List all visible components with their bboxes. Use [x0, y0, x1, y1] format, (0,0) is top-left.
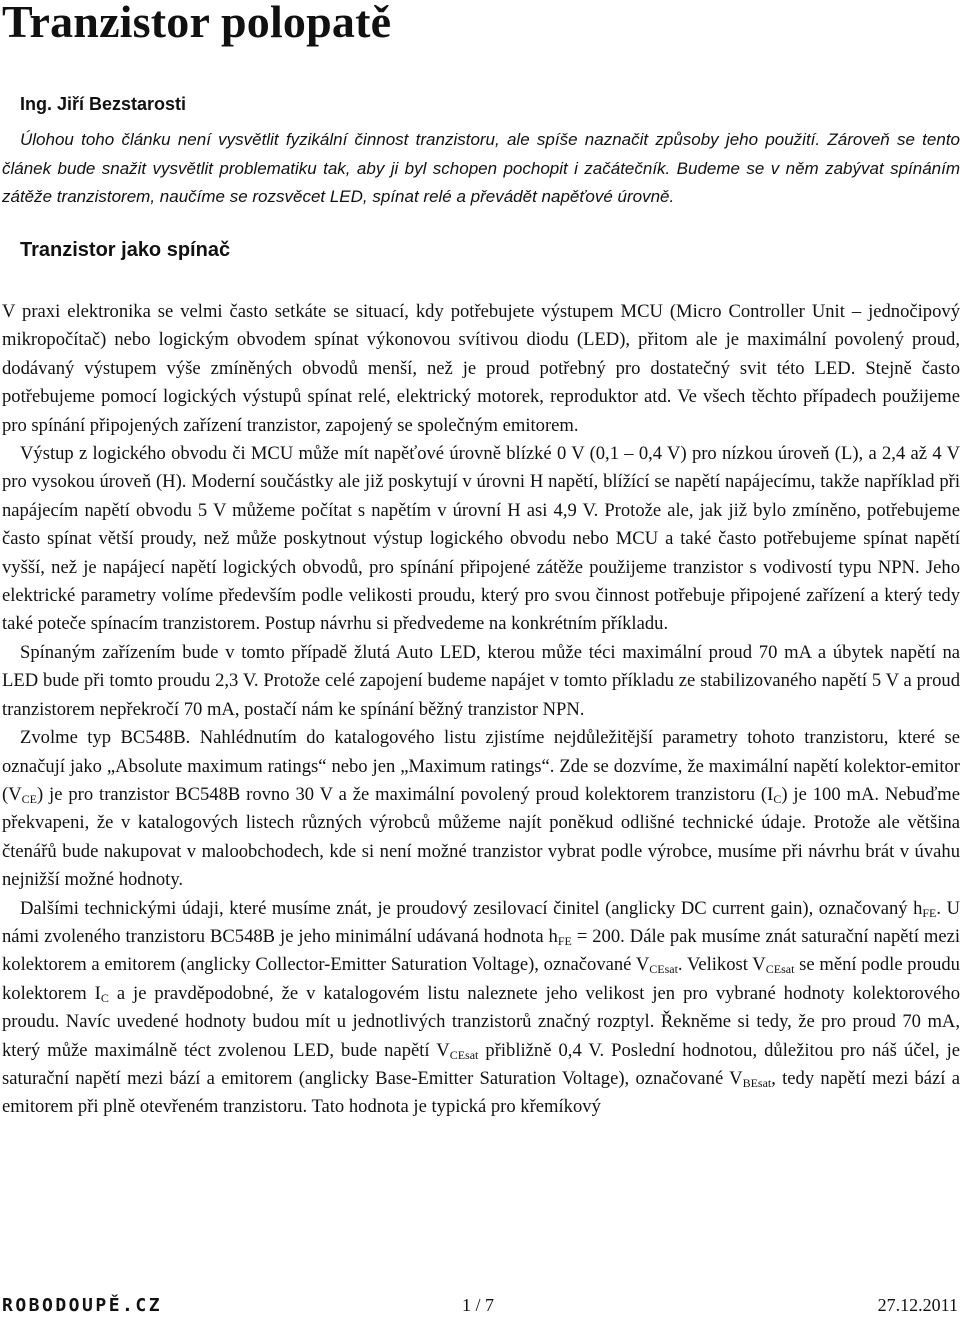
body-text [2, 298, 960, 1122]
text-run: = 200. Dále pak musíme znát saturační napětí mezi kolektorem a emitorem (anglicky Collector-Emitter Saturation Voltage), označované V [2, 925, 960, 976]
text-run: ) je 100 mA. Nebuďme překvapeni, že v katalogových listech různých výrobců můžeme najít poněkud odlišné technické údaje. Protože ale většina čtenářů bude nakupovat v maloobchodech, kde si není možné tranzistor vybrat podle výrobce, musíme při návrhu brát v úvahu nejnižší možné hodnoty. [2, 783, 960, 891]
body-paragraph-2: Výstup z logického obvodu či MCU může mít napěťové úrovně blízké 0 V (0,1 – 0,4 V) pro nízkou úroveň (L), a 2,4 až 4 V pro vysokou úroveň (H). Moderní součástky ale již poskytují v úrovni H napětí, blížící se napětí napájecímu, takže například při napájecím napětí obvodu 5 V můžeme počítat s napětím v úrovní H asi 4,9 V. Protože ale, jak již bylo zmíněno, potřebujeme často spínat větší proudy, než může poskytnout výstup logického obvodu nebo MCU a také často potřebujeme spínat napětí vyšší, než je napájecí napětí logických obvodů, pro spínání připojené zátěže použijeme tranzistor s vodivostí typu NPN. Jeho elektrické parametry volíme především podle velikosti proudu, který pro svou činnost potřebuje připojené zařízení a který tedy také poteče spínacím tranzistorem. Postup návrhu si předvedeme na konkrétním příkladu. [2, 443, 960, 635]
text-run: ) je pro tranzistor BC548B rovno 30 V a že maximální povolený proud kolektorem tranzistoru (I [36, 783, 774, 805]
site-logo: ROBODOUPĚ.CZ [2, 1295, 163, 1316]
author-name: Ing. Jiří Bezstarosti [20, 94, 187, 114]
text-run: Dalšími technickými údaji, které musíme znát, je proudový zesilovací činitel (anglicky DC current gain), označovaný h [20, 897, 923, 919]
text-run: přibližně 0,4 V. Poslední hodnotou, důležitou pro náš účel, je saturační napětí mezi bází a emitorem (anglicky Base-Emitter Saturation Voltage), označované V [2, 1039, 960, 1089]
subscript-ce: CE [21, 791, 37, 806]
document-title: Tranzistor polopatě [2, 0, 392, 47]
text-run: Zvolme typ BC548B. Nahlédnutím do katalogového listu zjistíme nejdůležitější parametry tohoto tranzistoru, které se označují jako „Absolute maximum ratings“ nebo jen „Maximum ratings“. Zde se dozvíme, že maximální napětí kolektor-emitor (V [2, 727, 960, 805]
subscript-cesat: CEsat [649, 962, 678, 977]
text-run: se mění podle proudu kolektorem I [2, 954, 960, 1004]
subscript-c: C [100, 990, 109, 1005]
body-paragraph-5 [2, 895, 960, 1122]
page-footer [0, 1292, 960, 1317]
body-paragraph-3: Spínaným zařízením bude v tomto případě žlutá Auto LED, kterou může téci maximální proud 70 mA a úbytek napětí na LED bude při tomto proudu 2,3 V. Protože celé zapojení budeme napájet v tomto příkladu ze stabilizovaného napětí 5 V a proud tranzistorem nepřekročí 70 mA, postačí nám ke spínání běžný tranzistor NPN. [2, 641, 960, 720]
subscript-fe: FE [922, 905, 937, 920]
publish-date: 27.12.2011 [877, 1295, 958, 1315]
subscript-fe: FE [557, 933, 572, 948]
text-run: . U námi zvoleného tranzistoru BC548B je jeho minimální udávaná hodnota h [2, 897, 960, 947]
abstract-paragraph: Úlohou toho článku není vysvětlit fyzikální činnost tranzistoru, ale spíše naznačit způsoby jeho použití. Zároveň se tento článek bude snažit vysvětlit problematiku tak, aby ji byl schopen pochopit i začátečník. Budeme se v něm zabývat spínáním zátěže tranzistorem, naučíme se rozsvěcet LED, spínat relé a převádět napěťové úrovně. [2, 130, 960, 206]
page-number: 1 / 7 [462, 1295, 495, 1315]
subscript-besat: BEsat [742, 1075, 772, 1090]
subscript-c: C [773, 791, 782, 806]
text-run: , tedy napětí mezi bází a emitorem při plně otevřeném tranzistoru. Tato hodnota je typická pro křemíkový [2, 1067, 960, 1118]
body-paragraph-4 [2, 724, 960, 894]
section-heading: Tranzistor jako spínač [20, 239, 231, 261]
subscript-cesat: CEsat [765, 962, 795, 977]
body-paragraph-1: V praxi elektronika se velmi často setkáte se situací, kdy potřebujete výstupem MCU (Micro Controller Unit – jednočipový mikropočítač) nebo logickým obvodem spínat výkonovou svítivou diodu (LED), přitom ale je maximální povolený proud, dodávaný výstupem výše zmíněných obvodů menší, než je proud potřebný pro dostatečný svit této LED. Stejně často potřebujeme pomocí logických výstupů spínat relé, elektrický motorek, reproduktor atd. Ve všech těchto případech použijeme pro spínání připojených zařízení tranzistor, zapojený se společným emitorem. [2, 301, 960, 436]
text-run: . Velikost V [677, 954, 766, 976]
subscript-cesat: CEsat [449, 1047, 479, 1062]
text-run: a je pravděpodobné, že v katalogovém listu naleznete jeho velikost jen pro vybrané hodnoty kolektorového proudu. Navíc uvedené hodnoty budou mít u jednotlivých tranzistorů značný rozptyl. Řekněme si tedy, že pro proud 70 mA, který může maximálně téct zvolenou LED, bude napětí V [2, 982, 960, 1061]
